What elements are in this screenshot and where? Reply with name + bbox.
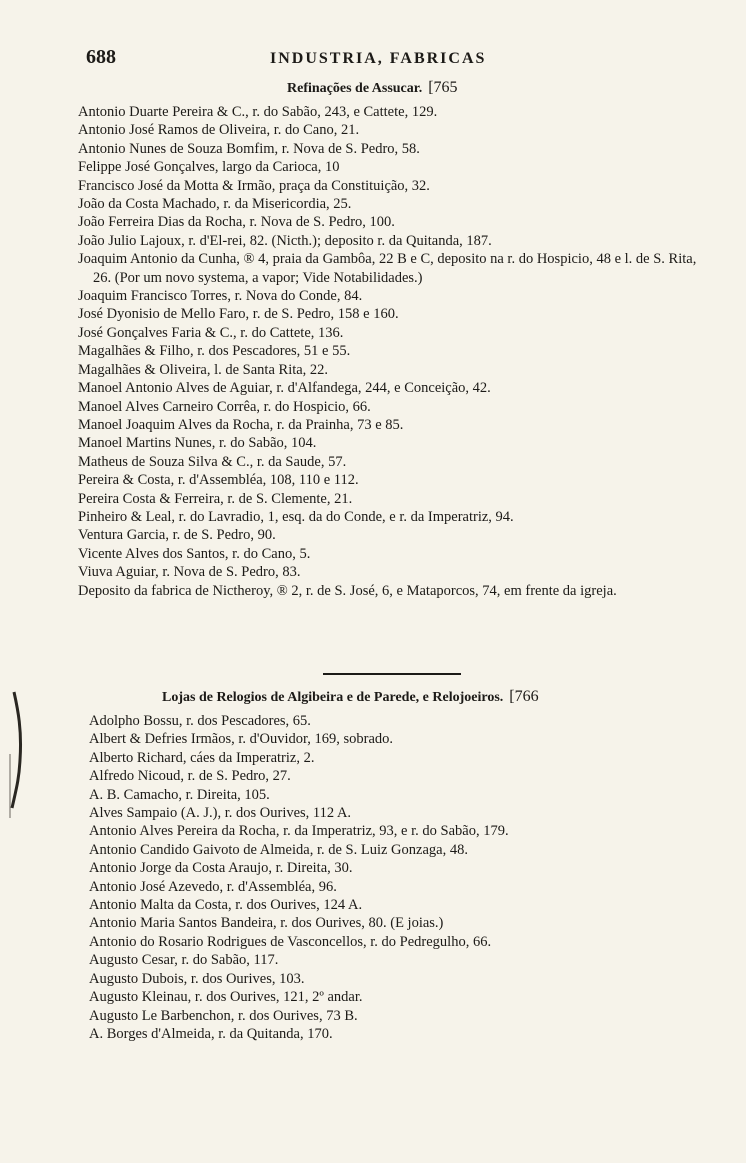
directory-entry: Alves Sampaio (A. J.), r. dos Ourives, 112 A. [89,805,352,822]
page-number: 688 [86,46,116,68]
section-title-relogios [162,688,539,706]
running-title: INDUSTRIA, FABRICAS [270,50,487,67]
directory-entry: José Dyonisio de Mello Faro, r. de S. Pedro, 158 e 160. [78,306,399,323]
directory-entry: Antonio Duarte Pereira & C., r. do Sabão, 243, e Cattete, 129. [78,104,438,120]
directory-entry: Viuva Aguiar, r. Nova de S. Pedro, 83. [78,564,301,581]
directory-entry: Manoel Antonio Alves de Aguiar, r. d'Alfandega, 244, e Conceição, 42. [78,380,491,397]
directory-entry: João Ferreira Dias da Rocha, r. Nova de S. Pedro, 100. [78,214,395,231]
directory-entry: Alfredo Nicoud, r. de S. Pedro, 27. [89,768,291,785]
entry-list-relogios [89,712,709,1043]
directory-entry: Antonio José Ramos de Oliveira, r. do Cano, 21. [78,122,360,139]
directory-entry: Vicente Alves dos Santos, r. do Cano, 5. [78,545,311,562]
directory-entry: Alberto Richard, cáes da Imperatriz, 2. [89,749,315,766]
directory-entry: Ventura Garcia, r. de S. Pedro, 90. [78,527,276,544]
directory-entry: João da Costa Machado, r. da Misericordia, 25. [78,196,352,213]
directory-entry: Matheus de Souza Silva & C., r. da Saude, 57. [78,453,347,470]
directory-entry: Augusto Le Barbenchon, r. dos Ourives, 73 B. [89,1007,358,1024]
binding-edge-mark [4,690,26,820]
directory-entry: Manoel Martins Nunes, r. do Sabão, 104. [78,435,317,452]
directory-entry: Antonio José Azevedo, r. d'Assembléa, 96. [89,878,337,895]
section-title-text: Refinações de Assucar. [287,81,423,96]
directory-entry: Augusto Dubois, r. dos Ourives, 103. [89,970,305,987]
directory-entry: José Gonçalves Faria & C., r. do Cattete, 136. [78,324,344,341]
entry-list-refinacoes [78,103,718,600]
directory-entry: Augusto Kleinau, r. dos Ourives, 121, 2º andar. [89,989,363,1006]
directory-entry: Antonio Nunes de Souza Bomfim, r. Nova de S. Pedro, 58. [78,140,420,157]
directory-entry: Manoel Joaquim Alves da Rocha, r. da Prainha, 73 e 85. [78,416,404,433]
directory-entry: Adolpho Bossu, r. dos Pescadores, 65. [89,713,311,729]
directory-entry: Joaquim Francisco Torres, r. Nova do Conde, 84. [78,288,363,305]
directory-entry: Felippe José Gonçalves, largo da Carioca, 10 [78,159,340,176]
directory-entry: A. B. Camacho, r. Direita, 105. [89,786,270,803]
section-number: [765 [428,79,458,96]
directory-entry: Joaquim Antonio da Cunha, ® 4, praia da Gambôa, 22 B e C, deposito na r. do Hospicio, 48 e l. de S. Rita, 26. (Por um novo systema, a vapor; Vide Notabilidades.) [78,251,697,286]
directory-entry: Pereira Costa & Ferreira, r. de S. Clemente, 21. [78,490,353,507]
directory-entry: Antonio do Rosario Rodrigues de Vasconcellos, r. do Pedregulho, 66. [89,933,492,950]
directory-entry: Magalhães & Oliveira, l. de Santa Rita, 22. [78,361,329,378]
directory-entry: Antonio Candido Gaivoto de Almeida, r. de S. Luiz Gonzaga, 48. [89,841,468,858]
section-title-refinacoes [287,79,458,97]
section-number: [766 [509,688,539,705]
directory-entry: Manoel Alves Carneiro Corrêa, r. do Hospicio, 66. [78,398,371,415]
directory-entry: Magalhães & Filho, r. dos Pescadores, 51 e 55. [78,343,351,360]
directory-entry: Antonio Jorge da Costa Araujo, r. Direita, 30. [89,860,353,877]
directory-entry: Francisco José da Motta & Irmão, praça da Constituição, 32. [78,177,430,194]
directory-entry: Antonio Malta da Costa, r. dos Ourives, 124 A. [89,897,363,914]
directory-entry: Pereira & Costa, r. d'Assembléa, 108, 110 e 112. [78,472,359,489]
directory-entry: A. Borges d'Almeida, r. da Quitanda, 170. [89,1025,333,1042]
directory-entry: Antonio Maria Santos Bandeira, r. dos Ourives, 80. (E joias.) [89,915,444,932]
directory-entry: João Julio Lajoux, r. d'El-rei, 82. (Nicth.); deposito r. da Quitanda, 187. [78,232,492,249]
section-title-text: Lojas de Relogios de Algibeira e de Parede, e Relojoeiros. [162,690,504,705]
directory-entry: Pinheiro & Leal, r. do Lavradio, 1, esq. da do Conde, e r. da Imperatriz, 94. [78,508,514,525]
directory-entry: Augusto Cesar, r. do Sabão, 117. [89,952,279,969]
directory-entry: Albert & Defries Irmãos, r. d'Ouvidor, 169, sobrado. [89,731,394,748]
directory-entry: Antonio Alves Pereira da Rocha, r. da Imperatriz, 93, e r. do Sabão, 179. [89,823,509,840]
directory-entry: Deposito da fabrica de Nictheroy, ® 2, r. de S. José, 6, e Mataporcos, 74, em frente da igreja. [78,582,617,599]
section-divider [323,673,461,675]
